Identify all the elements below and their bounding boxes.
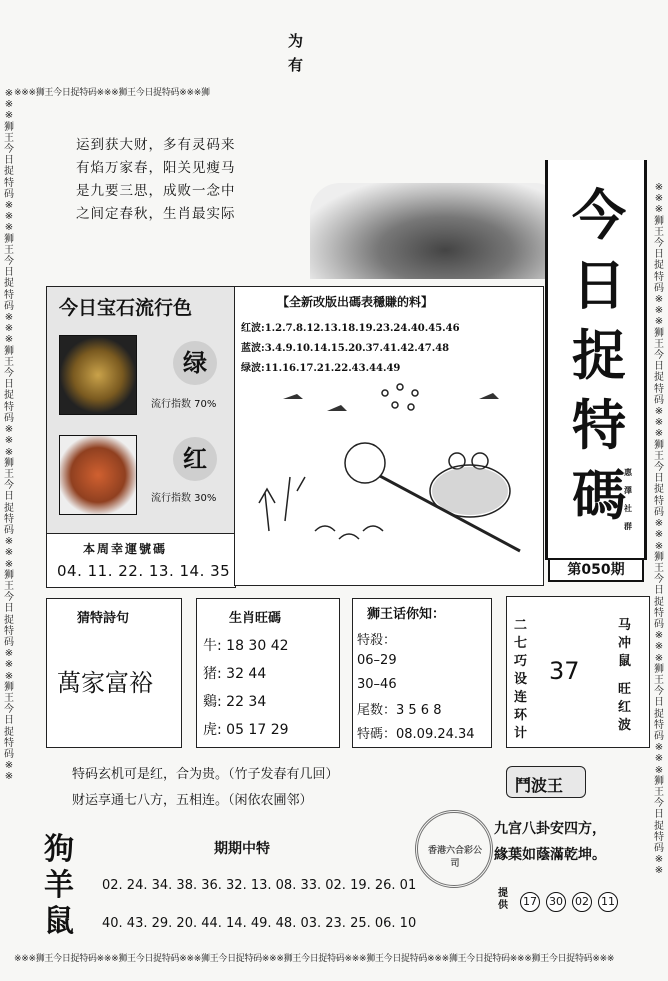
title-char: 捉 (572, 323, 626, 387)
luck-poem-line: 九宫八卦安四方， (494, 821, 606, 837)
period-title: 期期中特 (214, 841, 270, 857)
guess-poem-box (46, 598, 182, 748)
zodiac-title: 生肖旺碼 (229, 611, 282, 626)
lion-line: 30–46 (357, 677, 397, 692)
bottom-strip: ※※※狮王今日捉特码※※※狮王今日捉特码※※※狮王今日捉特码※※※狮王今日捉特码※※※狮王今日捉特码※※※狮王今日捉特码※※※狮王今日捉特码※※※ (14, 954, 615, 964)
lion-photo (310, 183, 556, 279)
guess-poem-title: 猜特詩句 (77, 611, 130, 626)
lion-line: 特殺： (357, 633, 397, 648)
lucky-area (47, 533, 235, 587)
header-char-1: 为 (288, 32, 304, 50)
zodiac-animal: 牛: (203, 638, 222, 654)
zodiac-nums: 22 34 (226, 694, 267, 710)
company-stamp (415, 810, 493, 888)
provide-ball: 30 (546, 892, 566, 912)
publisher-char: 社 (624, 504, 632, 513)
green-wave: 绿波:11.16.17.21.22.43.44.49 (241, 363, 401, 374)
zodiac-row (203, 663, 266, 683)
verse-block (72, 762, 339, 814)
poem-block (76, 134, 236, 226)
lion-tips-box (352, 598, 492, 748)
tip-column-1: 二七巧设连环计 (513, 618, 527, 741)
title-panel (545, 160, 647, 560)
zodiac-box (196, 598, 340, 748)
lion-line: 特碼：08.09.24.34 (357, 727, 475, 742)
period-animal: 狗 (44, 832, 74, 867)
poem-line: 是九要三思，成败一念中 (76, 183, 236, 199)
publisher-char: 澤 (624, 486, 632, 495)
wave-king-badge (506, 766, 586, 798)
zodiac-nums: 05 17 29 (226, 722, 289, 738)
tip-column-2: 马冲鼠 (617, 618, 631, 669)
blue-wave: 蓝波:3.4.9.10.14.15.20.37.41.42.47.48 (241, 343, 450, 354)
title-char: 日 (572, 253, 626, 317)
wave-king-title: 鬥波王 (515, 776, 564, 795)
lion-line: 尾数：3 5 6 8 (357, 703, 442, 718)
tip-column-3: 旺红波 (617, 682, 631, 733)
wave-panel (234, 286, 544, 586)
tip-number: 37 (549, 657, 580, 685)
provide-label: 提供 (498, 888, 508, 911)
gem-color-2: 红 (173, 437, 217, 481)
luck-poem-line: 緣葉如蔭滿乾坤。 (494, 847, 606, 863)
publisher-char: 群 (624, 522, 632, 531)
provide-ball: 11 (598, 892, 618, 912)
period-row-1: 02. 24. 34. 38. 36. 32. 13. 08. 33. 02. 19. 26. 01 (102, 878, 417, 893)
lion-tips-title: 狮王话你知： (367, 607, 446, 622)
right-strip: ※※※狮王今日捉特码※※※狮王今日捉特码※※※狮王今日捉特码※※※狮王今日捉特码※※※狮王今日捉特码※※※狮王今日捉特码※※ (654, 182, 664, 877)
issue-number: 第050期 (548, 558, 644, 582)
provide-ball: 02 (572, 892, 592, 912)
title-char: 今 (572, 183, 626, 247)
top-strip: ※※※狮王今日捉特码※※※狮王今日捉特码※※※狮 (14, 88, 210, 98)
period-animal: 羊 (44, 868, 74, 903)
zodiac-animal: 虎: (203, 722, 222, 738)
poem-line: 之间定春秋，生肖最实际 (76, 206, 236, 222)
gem-color-1: 绿 (173, 341, 217, 385)
lucky-label: 本周幸運號碼 (83, 542, 168, 556)
header-char-2: 有 (288, 56, 304, 74)
poem-line: 有焰万家春，阳关见瘦马 (76, 160, 236, 176)
title-char: 特 (572, 393, 626, 457)
publisher-label (620, 464, 636, 536)
period-row-2: 40. 43. 29. 20. 44. 14. 49. 48. 03. 23. 25. 06. 10 (102, 916, 417, 931)
zodiac-row (203, 691, 266, 711)
wave-title: 【全新改版出碼表穩賺的料】 (277, 295, 434, 309)
guess-poem-text: 萬家富裕 (57, 669, 153, 697)
luck-poem (494, 816, 606, 868)
gem-index-1: 流行指数 70% (151, 399, 217, 410)
gem-index-2: 流行指数 30% (151, 493, 217, 504)
gem-panel (46, 286, 236, 588)
red-wave: 红波:1.2.7.8.12.13.18.19.23.24.40.45.46 (241, 323, 460, 334)
title-char: 碼 (572, 463, 626, 527)
left-strip: ※※※狮王今日捉特码※※※狮王今日捉特码※※※狮王今日捉特码※※※狮王今日捉特码※※※狮王今日捉特码※※※狮王今日捉特码※※ (4, 88, 14, 783)
lucky-numbers: 04. 11. 22. 13. 14. 35 (57, 562, 231, 580)
period-animal: 鼠 (44, 904, 74, 939)
verse-line: 特码玄机可是红，合为贵。（竹子发春有几回） (72, 767, 339, 782)
period-animals (44, 832, 74, 940)
right-tips-box (506, 596, 650, 748)
gem-necklace-image (59, 335, 137, 415)
zodiac-nums: 32 44 (226, 666, 267, 682)
zodiac-animal: 猪: (203, 666, 222, 682)
frog-illustration (235, 381, 541, 581)
provide-ball: 17 (520, 892, 540, 912)
publisher-char: 惠 (624, 468, 632, 477)
zodiac-row (203, 719, 289, 739)
lion-line: 06–29 (357, 653, 397, 668)
zodiac-nums: 18 30 42 (226, 638, 289, 654)
stamp-text: 香港六合彩公司 (427, 846, 482, 869)
verse-line: 财运享通七八方，五相连。（闲依农圃邻） (72, 793, 313, 808)
zodiac-row (203, 635, 289, 655)
gem-ring-image (59, 435, 137, 515)
poem-line: 运到获大财，多有灵码来 (76, 137, 236, 153)
zodiac-animal: 鷄: (203, 694, 222, 710)
gem-title: 今日宝石流行色 (59, 297, 193, 319)
